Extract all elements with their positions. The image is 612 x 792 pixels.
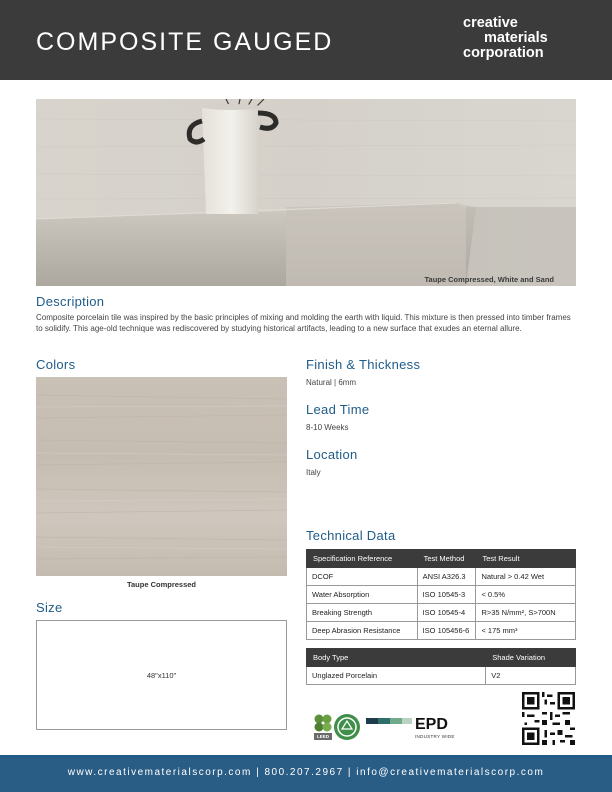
table-cell: DCOF <box>307 568 418 586</box>
table-header-cell: Test Result <box>476 550 576 568</box>
page-header <box>0 0 612 80</box>
table-cell: ISO 10545-3 <box>417 586 476 604</box>
table-header-cell: Body Type <box>307 649 486 667</box>
table-header-cell: Test Method <box>417 550 476 568</box>
footer-contact[interactable]: www.creativematerialscorp.com | 800.207.2967 | info@creativematerialscorp.com <box>67 767 545 778</box>
table-cell: < 175 mm³ <box>476 622 576 640</box>
table-cell: R>35 N/mm², S>700N <box>476 604 576 622</box>
epd-logo-icon <box>366 718 412 724</box>
brand-line-3: corporation <box>463 45 544 61</box>
table-cell: Unglazed Porcelain <box>307 667 486 685</box>
table-cell: Deep Abrasion Resistance <box>307 622 418 640</box>
body-type-table <box>306 648 576 685</box>
table-cell: ISO 10545-4 <box>417 604 476 622</box>
finish-heading: Finish & Thickness <box>306 357 421 372</box>
color-swatch-image <box>36 377 287 576</box>
recycle-seal-icon <box>334 714 360 740</box>
size-box <box>36 620 287 730</box>
table-cell: V2 <box>486 667 576 685</box>
hero-scene-illustration <box>36 99 576 286</box>
table-cell: Water Absorption <box>307 586 418 604</box>
swatch-caption: Taupe Compressed <box>126 580 197 589</box>
table-header-cell: Specification Reference <box>307 550 418 568</box>
table-cell: Breaking Strength <box>307 604 418 622</box>
table-row <box>307 667 576 685</box>
qr-code-icon[interactable] <box>522 692 575 745</box>
brand-line-1: creative <box>463 15 518 31</box>
table-cell: ANSI A326.3 <box>417 568 476 586</box>
size-value: 48"x110" <box>146 671 177 680</box>
description-heading: Description <box>36 294 105 309</box>
finish-value: Natural | 6mm <box>306 378 357 387</box>
technical-heading: Technical Data <box>306 528 396 543</box>
location-heading: Location <box>306 447 358 462</box>
size-heading: Size <box>36 600 63 615</box>
swatch-texture <box>36 377 287 576</box>
page-footer <box>0 758 612 792</box>
epd-sublabel: INDUSTRY WIDE <box>415 734 455 739</box>
colors-heading: Colors <box>36 357 76 372</box>
brand-line-2: materials <box>484 30 548 46</box>
epd-label: EPD <box>415 716 448 733</box>
qr-code-graphic <box>522 692 575 745</box>
table-row <box>307 604 576 622</box>
table-header-row <box>307 649 576 667</box>
table-row <box>307 568 576 586</box>
table-cell: < 0.5% <box>476 586 576 604</box>
table-cell: Natural > 0.42 Wet <box>476 568 576 586</box>
description-text: Composite porcelain tile was inspired by the basic principles of mixing and molding the earth with liquid. This mixture is then pressed into timber frames to solidify. This age-old technique was rediscovered by studying historical artifacts, leading to a new surface that exudes an eternal allure. <box>36 313 571 333</box>
hero-image <box>36 99 576 286</box>
lead-time-value: 8-10 Weeks <box>306 423 349 432</box>
table-header-row <box>307 550 576 568</box>
table-cell: ISO 105456-6 <box>417 622 476 640</box>
table-row <box>307 622 576 640</box>
page-title: COMPOSITE GAUGED <box>36 28 334 56</box>
technical-data-table <box>306 549 576 640</box>
leed-label: LEED <box>316 734 329 739</box>
table-header-cell: Shade Variation <box>486 649 576 667</box>
hero-caption: Taupe Compressed, White and Sand <box>424 275 554 284</box>
lead-time-heading: Lead Time <box>306 402 370 417</box>
table-row <box>307 586 576 604</box>
location-value: Italy <box>306 468 321 477</box>
certification-logos-graphic <box>312 710 472 746</box>
certification-logos <box>312 710 472 751</box>
brand-logo <box>463 16 548 61</box>
